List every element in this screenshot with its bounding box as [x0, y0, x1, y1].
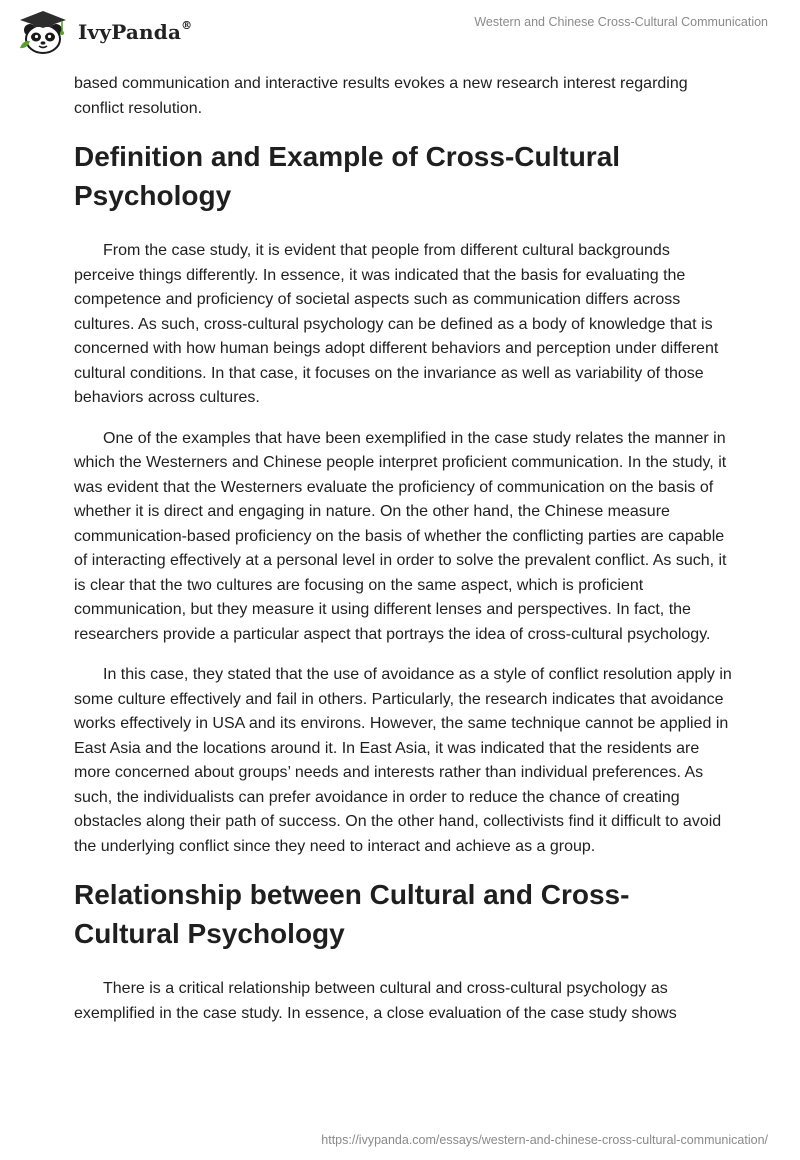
brand-name: IvyPanda® [78, 19, 193, 44]
panda-graduate-icon [14, 8, 72, 56]
ivypanda-logo[interactable] [14, 8, 192, 56]
paragraph: There is a critical relationship between cultural and cross-cultural psychology as exemplified in the case study. In essence, a close evaluation of the case study shows [74, 980, 677, 1022]
document-title: Western and Chinese Cross-Cultural Communication [474, 15, 768, 29]
paragraph: In this case, they stated that the use of avoidance as a style of conflict resolution apply in some culture effectively and fail in others. Particularly, the research indicates that avoidance works effectively in USA and its environs. However, the same technique cannot be applied in East Asia and the locations around it. In East Asia, it was indicated that the residents are more concerned about groups’ needs and interests rather than individual preferences. As such, the individualists can prefer avoidance in order to reduce the chance of creating obstacles along their path of success. On the other hand, collectivists find it difficult to avoid the underlying conflict since they need to interact and achieve as a group. [74, 666, 732, 855]
section-heading-definition: Definition and Example of Cross-Cultural Psychology [74, 141, 621, 211]
page-header [0, 0, 800, 64]
source-url[interactable]: https://ivypanda.com/essays/western-and-chinese-cross-cultural-communication/ [321, 1133, 768, 1147]
paragraph: One of the examples that have been exemplified in the case study relates the manner in which the Westerners and Chinese people interpret proficient communication. In the study, it was evident that the Westerners evaluate the proficiency of communication on the basis of whether it is direct and engaging in nature. On the other hand, the Chinese measure communication-based proficiency on the basis of whether the conflicting parties are capable of interacting effectively at a personal level in order to solve the prevalent conflict. As such, it is clear that the two cultures are focusing on the same aspect, which is proficient communication, but they measure it using different lenses and perspectives. In fact, the researchers provide a particular aspect that portrays the idea of cross-cultural psychology. [74, 429, 727, 643]
section-heading-relationship: Relationship between Cultural and Cross-Cultural Psychology [74, 879, 630, 949]
intro-paragraph: based communication and interactive results evokes a new research interest regarding conflict resolution. [74, 75, 688, 117]
essay-content [74, 72, 734, 1042]
paragraph: From the case study, it is evident that people from different cultural backgrounds perceive things differently. In essence, it was indicated that the basis for evaluating the competence and proficiency of societal aspects such as communication differs across cultures. As such, cross-cultural psychology can be defined as a body of knowledge that is concerned with how human beings adopt different behaviors and perception under different cultural conditions. In that case, it focuses on the invariance as well as variability of those behaviors across cultures. [74, 242, 719, 406]
